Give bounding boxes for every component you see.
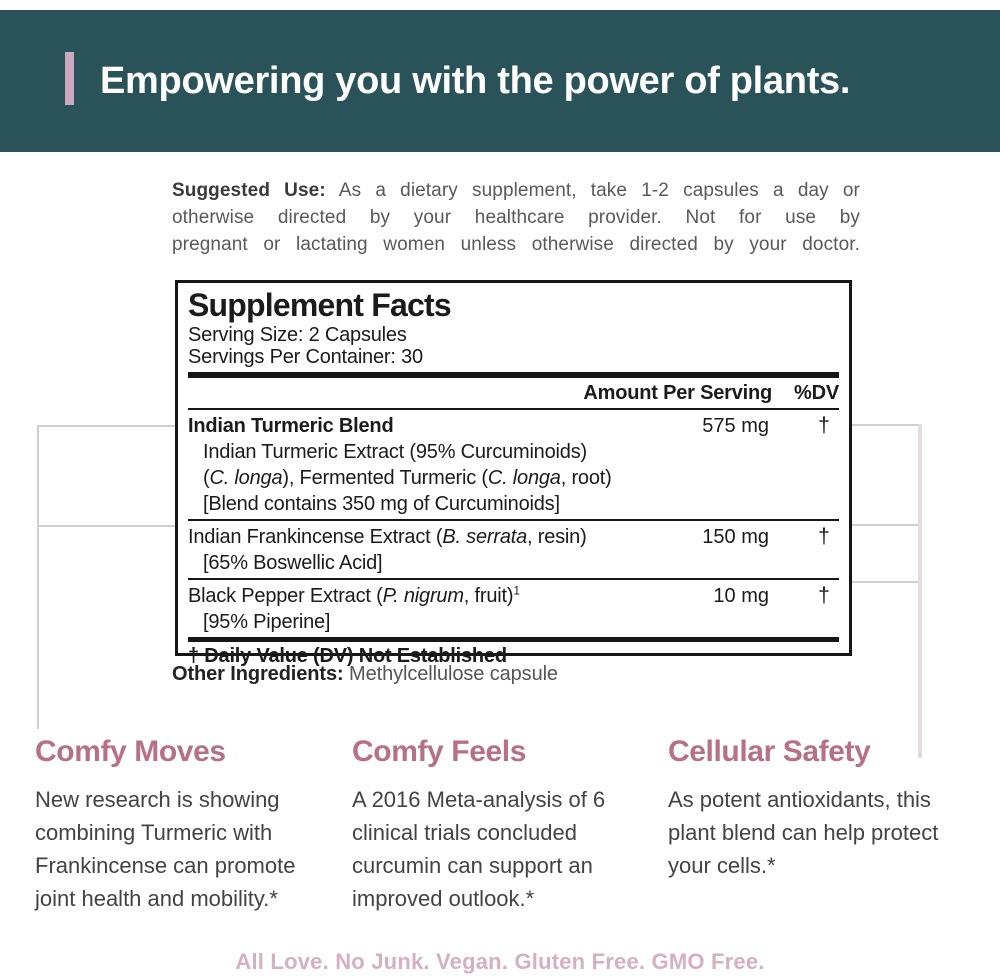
benefit-title: Comfy Feels: [352, 735, 526, 768]
callout-line-right-pepper: [852, 581, 918, 583]
ingredient-detail: [Blend contains 350 mg of Curcuminoids]: [203, 493, 560, 515]
benefit-title: Cellular Safety: [668, 735, 871, 768]
benefit-comfy-moves: [35, 733, 327, 915]
ingredient-amount: 150 mg: [702, 526, 769, 548]
ingredient-dv: †: [818, 414, 830, 437]
benefit-title: Comfy Moves: [35, 735, 226, 768]
ingredient-detail: [65% Boswellic Acid]: [203, 552, 383, 574]
ingredient-amount: 10 mg: [713, 585, 769, 607]
amount-per-serving-header: Amount Per Serving: [583, 382, 773, 404]
suggested-use-line: otherwise directed by your healthcare provider. Not for use by: [172, 207, 860, 228]
supplement-facts-panel: [175, 280, 852, 667]
other-ingredients: [172, 663, 558, 686]
benefit-text: A 2016 Meta-analysis of 6 clinical trials concluded curcumin can support an improved outlook.*: [352, 787, 606, 911]
ingredient-row-frankincense: [188, 521, 839, 578]
suggested-use-line: pregnant or lactating women unless otherwise directed by your doctor.: [172, 234, 860, 255]
ingredient-detail: [95% Piperine]: [203, 611, 331, 633]
other-ingredients-label: Other Ingredients:: [172, 663, 344, 685]
benefit-cellular-safety: [668, 733, 970, 882]
suggested-use: [172, 177, 860, 258]
header-banner: [0, 10, 1000, 152]
ingredient-amount: 575 mg: [702, 415, 769, 437]
ingredient-name: Black Pepper Extract (P. nigrum, fruit)$^1$: [188, 583, 520, 607]
facts-column-header: [188, 378, 839, 408]
supplement-facts-title: Supplement Facts: [188, 287, 451, 323]
servings-per-container: Servings Per Container: 30: [188, 346, 423, 368]
ingredient-detail: Indian Turmeric Extract (95% Curcuminoids): [203, 441, 587, 463]
other-ingredients-value: Methylcellulose capsule: [349, 663, 558, 685]
ingredient-row-black-pepper: [188, 580, 839, 637]
accent-bar: [65, 52, 74, 105]
suggested-use-label: Suggested Use:: [172, 180, 326, 201]
callout-line-right-turmeric: [852, 424, 918, 426]
banner-title: Empowering you with the power of plants.: [100, 59, 851, 102]
ingredient-dv: †: [818, 525, 830, 548]
callout-line-left-turmeric: [39, 425, 175, 427]
footer-tagline: All Love. No Junk. Vegan. Gluten Free. GMO Free.: [235, 949, 765, 974]
dv-header: %DV: [794, 382, 839, 404]
ingredient-row-turmeric-blend: [188, 410, 839, 519]
serving-size: Serving Size: 2 Capsules: [188, 324, 407, 346]
ingredient-dv: †: [818, 584, 830, 607]
suggested-use-text: As a dietary supplement, take 1-2 capsules a day or: [338, 180, 860, 201]
benefit-text: New research is showing combining Turmeric with Frankincense can promote joint health and mobility.*: [35, 787, 296, 911]
callout-line-right-frankincense: [852, 524, 918, 526]
suggested-use-line: [172, 177, 860, 204]
ingredient-detail: (C. longa), Fermented Turmeric (C. longa, root): [203, 467, 612, 489]
dv-footnote: † Daily Value (DV) Not Established: [188, 645, 507, 667]
callout-line-left-frankincense: [39, 525, 175, 527]
callout-line-left-vertical: [37, 425, 39, 729]
callout-line-right-vertical: [918, 424, 922, 758]
ingredient-name: Indian Turmeric Blend: [188, 415, 394, 437]
benefit-comfy-feels: [352, 733, 642, 915]
benefit-text: As potent antioxidants, this plant blend can help protect your cells.*: [668, 787, 939, 878]
ingredient-name: Indian Frankincense Extract (B. serrata, resin): [188, 526, 587, 548]
